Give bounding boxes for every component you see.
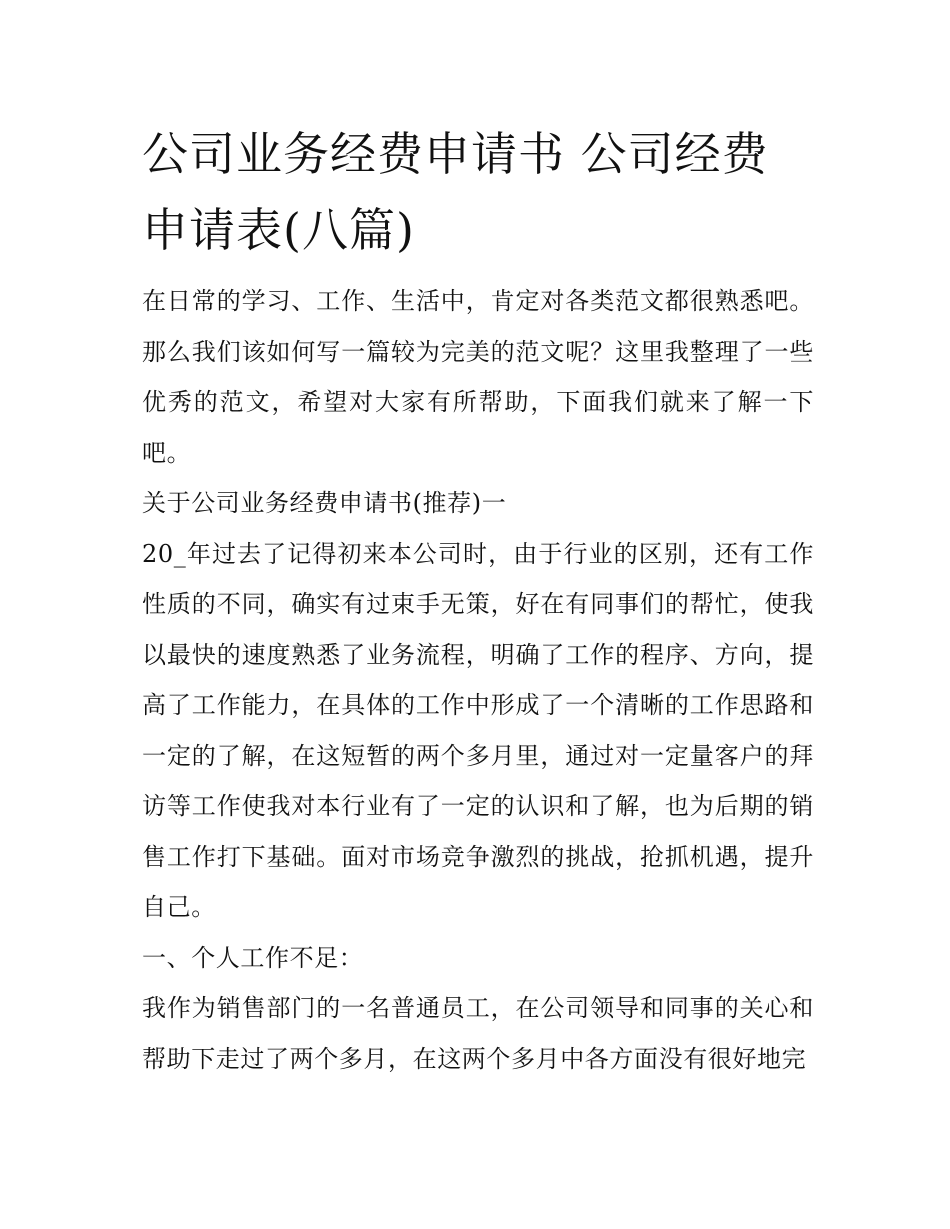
body-paragraph: 20_年过去了记得初来本公司时，由于行业的区别，还有工作性质的不同，确实有过束手无策，好在有同事们的帮忙，使我以最快的速度熟悉了业务流程，明确了工作的程序、方向，提高了工作能力，在具体的工作中形成了一个清晰的工作思路和一定的了解，在这短暂的两个多月里，通过对一定量客户的拜访等工作使我对本行业有了一定的认识和了解，也为后期的销售工作打下基础。面对市场竞争激烈的挑战，抢抓机遇，提升自己。 <box>142 539 814 921</box>
body-paragraph-continued: 我作为销售部门的一名普通员工，在公司领导和同事的关心和帮助下走过了两个多月，在这两个多月中各方面没有很好地完 <box>142 994 814 1073</box>
document-body <box>142 116 814 1084</box>
document-title: 公司业务经费申请书 公司经费申请表(八篇) <box>142 127 769 257</box>
section-heading: 关于公司业务经费申请书(推荐)一 <box>142 489 507 517</box>
intro-paragraph: 在日常的学习、工作、生活中，肯定对各类范文都很熟悉吧。那么我们该如何写一篇较为完美的范文呢？这里我整理了一些优秀的范文，希望对大家有所帮助，下面我们就来了解一下吧。 <box>142 287 814 467</box>
subsection-heading: 一、个人工作不足： <box>142 943 364 972</box>
